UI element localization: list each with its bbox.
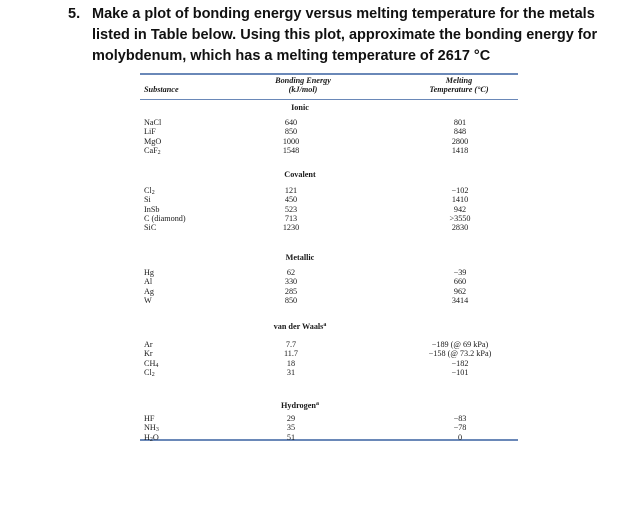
section-title-footnote-mark: a (315, 401, 319, 407)
section-title (258, 253, 342, 262)
bonding-energy-cell: 35 (286, 423, 296, 433)
melting-temperature-cell: −158 (@ 73.2 kPa) (428, 349, 492, 359)
substance-name: LiF (144, 127, 156, 137)
melting-temperature-cell: 2830 (451, 223, 469, 233)
question-text: Make a plot of bonding energy versus melting temperature for the metals listed in Table below. Using this plot, approximate the bonding energy for molybdenum, which has a melting temperature of 2617 °C (92, 6, 598, 64)
section-title-text: van der Waals (273, 322, 324, 331)
melting-temperature-cell: 1410 (451, 195, 469, 205)
substance-cell (144, 296, 152, 305)
table-header-rule (140, 99, 518, 100)
substance-subscript: 4 (155, 362, 159, 369)
melting-temperature-cell: 942 (453, 204, 467, 214)
melting-temperature-cell: 1418 (451, 145, 469, 155)
melting-temperature-cell: 848 (453, 127, 467, 137)
bonding-energy-cell: 285 (284, 286, 298, 296)
substance-name: Cl (144, 367, 152, 377)
substance-cell (144, 287, 154, 296)
melting-temperature-cell: 0 (457, 432, 463, 442)
substance-subscript: 2 (151, 190, 155, 196)
substance-cell (144, 340, 153, 349)
substance-cell (144, 414, 154, 423)
bonding-energy-cell: 31 (286, 367, 296, 377)
substance-name: InSb (144, 204, 160, 214)
substance-name: Cl (144, 186, 152, 195)
substance-name: SiC (144, 223, 157, 233)
substance-name: NH (144, 423, 156, 433)
melting-temperature-cell: −39 (453, 268, 467, 277)
header-melting-line1: Melting (445, 76, 473, 85)
melting-temperature-cell: 660 (453, 277, 467, 287)
section-title (258, 103, 342, 112)
substance-subscript: 2 (149, 436, 153, 443)
substance-name: Ag (144, 286, 155, 296)
substance-name: CH (144, 358, 156, 368)
section-title-text: Covalent (284, 170, 316, 179)
bonding-energy-cell: 51 (286, 432, 296, 442)
substance-cell (144, 368, 155, 377)
section-title (258, 170, 342, 179)
substance-cell (144, 146, 161, 155)
substance-cell (144, 349, 153, 358)
substance-cell (144, 359, 158, 368)
substance-name: Si (144, 195, 151, 205)
bonding-energy-cell: 330 (284, 277, 298, 287)
substance-cell (144, 118, 161, 127)
substance-name: C (diamond) (144, 213, 186, 223)
header-bonding-energy (248, 76, 358, 94)
substance-subscript: 2 (157, 149, 161, 156)
substance-cell (144, 223, 156, 232)
substance-name: NaCl (144, 118, 162, 127)
substance-name: Kr (144, 349, 153, 359)
substance-cell (144, 433, 159, 442)
substance-subscript: 2 (151, 371, 155, 378)
bonding-energy-cell: 1548 (282, 145, 300, 155)
substance-cell (144, 277, 152, 286)
substance-name: H (144, 432, 150, 442)
bonding-energy-cell: 121 (284, 186, 298, 195)
header-bonding-energy-line2: (kJ/mol) (288, 85, 318, 94)
substance-cell (144, 186, 155, 195)
substance-cell (144, 268, 154, 277)
substance-name-suffix: O (152, 432, 159, 442)
question-number: 5. (68, 6, 81, 22)
section-title-text: Ionic (291, 103, 309, 112)
substance-name: CaF (144, 145, 158, 155)
substance-cell (144, 214, 186, 223)
substance-name: Hg (144, 268, 155, 277)
bonding-energy-cell: 7.7 (285, 340, 297, 349)
melting-temperature-cell: −78 (453, 423, 467, 433)
melting-temperature-cell: >3550 (449, 213, 471, 223)
substance-name: Ar (144, 340, 153, 349)
section-title-text: Hydrogen (281, 401, 316, 410)
substance-cell (144, 205, 159, 214)
bonding-energy-cell: 640 (284, 118, 298, 127)
substance-name: W (144, 295, 152, 305)
melting-temperature-cell: −102 (451, 186, 469, 195)
melting-temperature-cell: 3414 (451, 295, 469, 305)
bonding-energy-cell: 1230 (282, 223, 300, 233)
header-bonding-energy-line1: Bonding Energy (275, 76, 331, 85)
substance-cell (144, 423, 159, 432)
section-title (258, 401, 342, 410)
melting-temperature-cell: 801 (453, 118, 467, 127)
melting-temperature-cell: −83 (453, 414, 467, 423)
bonding-energy-cell: 850 (284, 295, 298, 305)
melting-temperature-cell: 962 (453, 286, 467, 296)
section-title-text: Metallic (285, 253, 315, 262)
bonding-energy-cell: 11.7 (283, 349, 299, 359)
substance-cell (144, 127, 156, 136)
substance-name: MgO (144, 136, 162, 146)
melting-temperature-cell: 2800 (451, 136, 469, 146)
substance-cell (144, 195, 151, 204)
bonding-energy-cell: 62 (286, 268, 296, 277)
header-substance: Substance (144, 85, 179, 94)
section-title (258, 322, 342, 331)
substance-cell (144, 137, 161, 146)
substance-subscript: 3 (155, 427, 159, 434)
bonding-energy-cell: 523 (284, 204, 298, 214)
section-title-footnote-mark: a (323, 322, 327, 328)
bonding-energy-cell: 450 (284, 195, 298, 205)
melting-temperature-cell: −189 (@ 69 kPa) (431, 340, 489, 349)
bonding-energy-cell: 850 (284, 127, 298, 137)
header-melting-line2: Temperature (°C) (429, 85, 489, 94)
question (68, 4, 620, 67)
table-top-rule (140, 73, 518, 75)
bonding-energy-cell: 29 (286, 414, 296, 423)
melting-temperature-cell: −101 (451, 367, 469, 377)
bonding-energy-cell: 713 (284, 213, 298, 223)
bonding-energy-cell: 18 (286, 358, 296, 368)
substance-name: Al (144, 277, 153, 287)
substance-name: HF (144, 414, 155, 423)
melting-temperature-cell: −182 (451, 358, 469, 368)
bonding-energy-cell: 1000 (282, 136, 300, 146)
header-melting-temperature (414, 76, 504, 94)
